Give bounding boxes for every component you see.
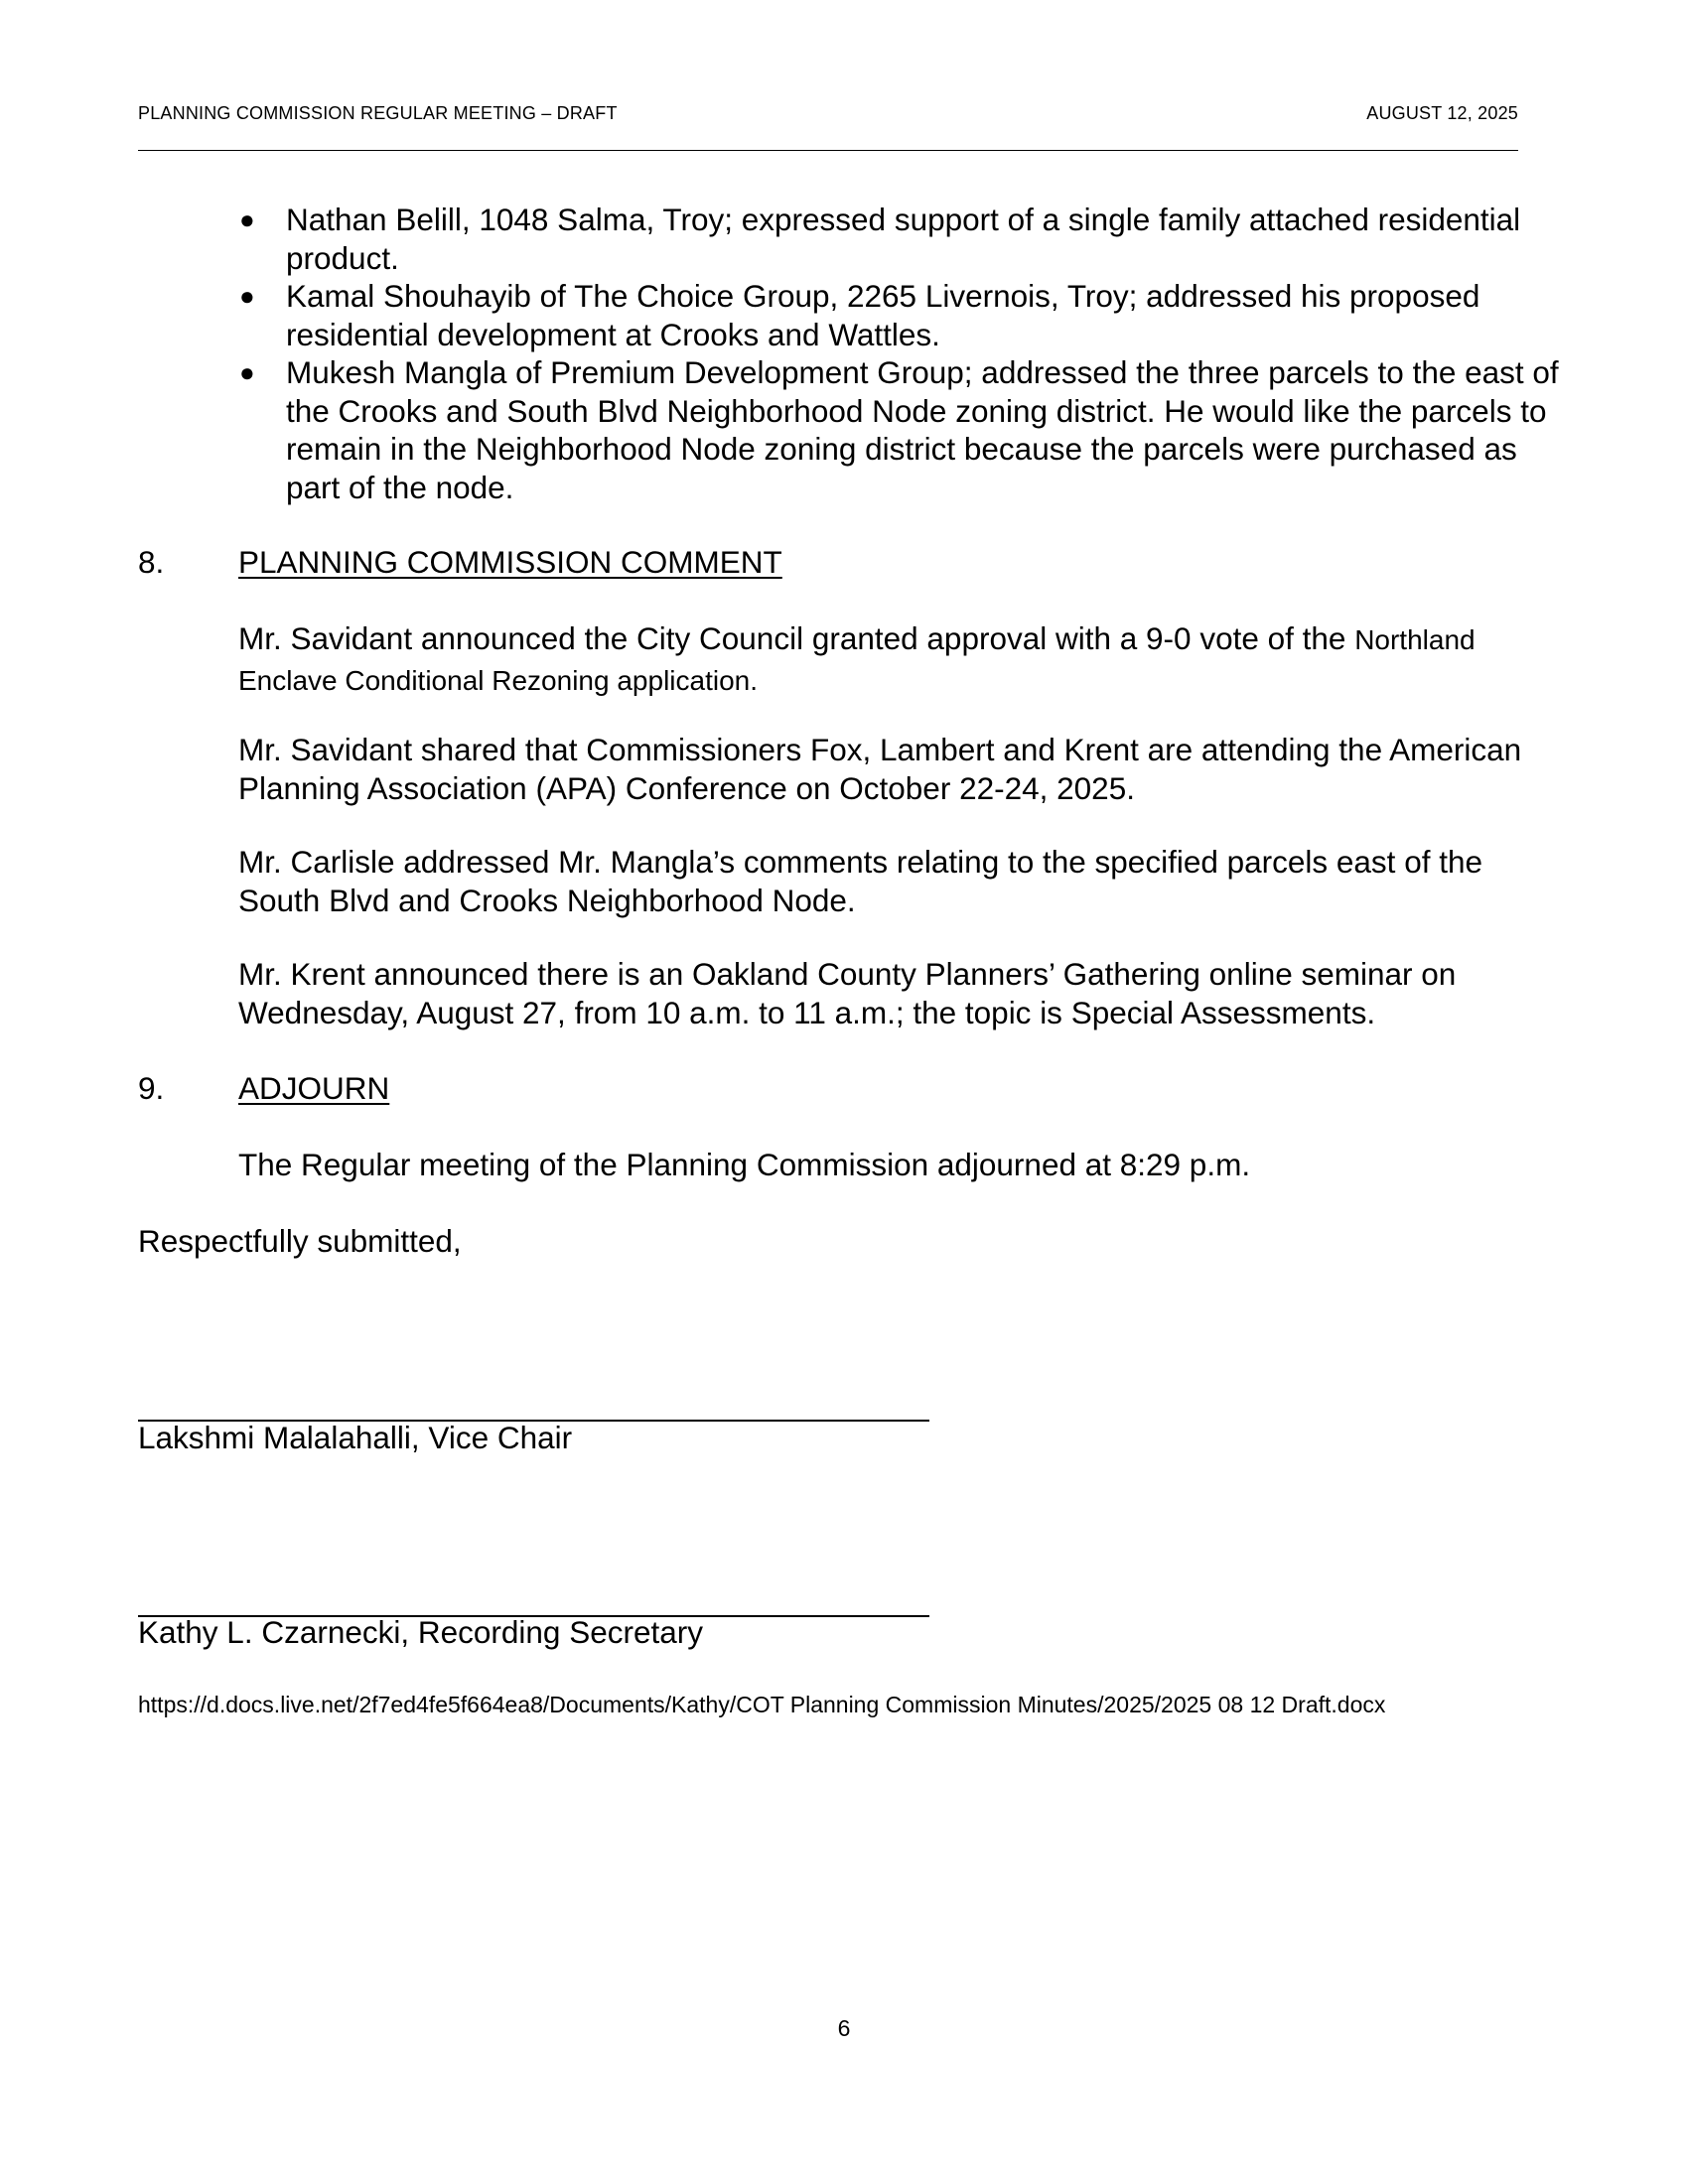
signature-name-secretary: Kathy L. Czarnecki, Recording Secretary: [138, 1614, 703, 1650]
bullet-icon: ●: [239, 357, 255, 387]
paragraph-text-small: Northland Enclave Conditional Rezoning application.: [238, 624, 1476, 696]
section-8-paragraph-4: Mr. Krent announced there is an Oakland County Planners’ Gathering online seminar on Wednesday, August 27, from 10 a.m. to 11 a.m.; the topic is Special Assessments.: [238, 956, 1457, 1030]
section-9-paragraph: The Regular meeting of the Planning Commission adjourned at 8:29 p.m.: [238, 1147, 1251, 1182]
section-8-paragraph-3: Mr. Carlisle addressed Mr. Mangla’s comments relating to the specified parcels east of the South Blvd and Crooks Neighborhood Node.: [238, 844, 1483, 918]
header-title: PLANNING COMMISSION REGULAR MEETING – DRAFT: [138, 103, 618, 123]
bullet-icon: ●: [239, 205, 255, 234]
header-divider: [138, 150, 1518, 151]
list-item-text: Nathan Belill, 1048 Salma, Troy; expressed support of a single family attached residential product.: [286, 202, 1521, 276]
section-8-paragraph-2: Mr. Savidant shared that Commissioners Fox, Lambert and Krent are attending the American Planning Association (APA) Conference on October 22-24, 2025.: [238, 732, 1522, 806]
section-number: 8.: [138, 544, 165, 580]
section-number: 9.: [138, 1070, 165, 1106]
closing-text: Respectfully submitted,: [138, 1223, 462, 1259]
list-item: [238, 201, 1569, 277]
section-title: ADJOURN: [238, 1070, 390, 1106]
list-item: [238, 353, 1569, 506]
signature-name-vice-chair: Lakshmi Malalahalli, Vice Chair: [138, 1420, 573, 1455]
section-8-paragraph-1: [238, 619, 1569, 700]
page-number: 6: [837, 2015, 851, 2041]
list-item: [238, 277, 1569, 353]
section-title: PLANNING COMMISSION COMMENT: [238, 544, 782, 580]
list-item-text: Mukesh Mangla of Premium Development Group; addressed the three parcels to the east of the Crooks and South Blvd Neighborhood Node zoning district. He would like the parcels to remain in the Neighborhood Node zoning district because the parcels were purchased as part of the node.: [286, 354, 1559, 505]
document-file-path: https://d.docs.live.net/2f7ed4fe5f664ea8/Documents/Kathy/COT Planning Commission Minutes/2025/2025 08 12 Draft.docx: [138, 1692, 1386, 1717]
paragraph-text: Mr. Savidant announced the City Council granted approval with a 9-0 vote of the: [238, 620, 1346, 656]
list-item-text: Kamal Shouhayib of The Choice Group, 2265 Livernois, Troy; addressed his proposed residential development at Crooks and Wattles.: [286, 278, 1480, 352]
header-date: AUGUST 12, 2025: [1366, 103, 1518, 123]
bullet-icon: ●: [239, 281, 255, 311]
public-comment-list: [238, 201, 1569, 506]
